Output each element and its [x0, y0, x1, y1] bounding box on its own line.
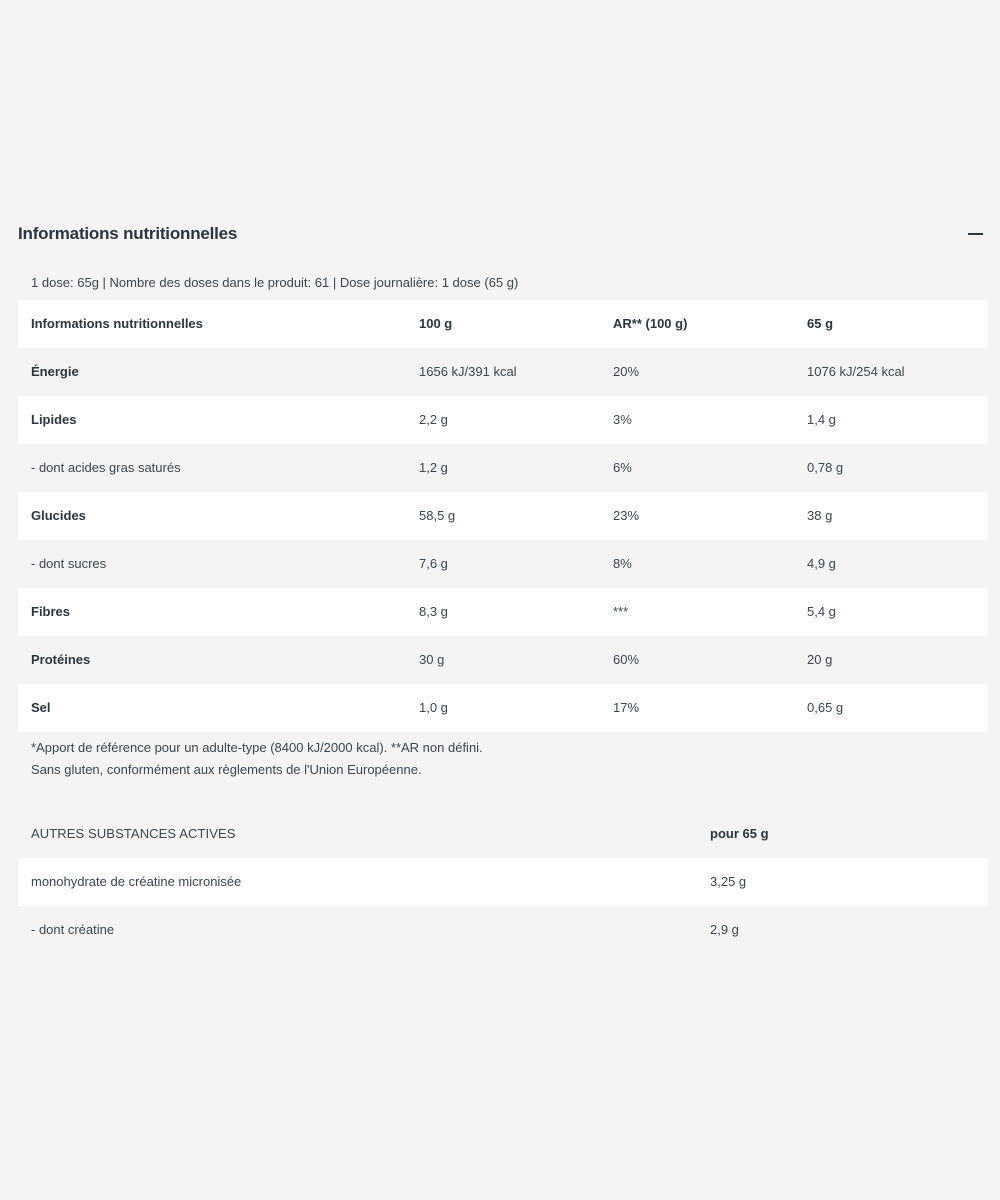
value-per-dose: 4,9 g	[807, 556, 836, 571]
value-ar: 8%	[613, 556, 632, 571]
value-per-dose: 20 g	[807, 652, 833, 667]
value-per-100g: 58,5 g	[419, 508, 456, 523]
substance-name: monohydrate de créatine micronisée	[31, 874, 242, 889]
value-ar: 20%	[613, 364, 640, 379]
table-row	[18, 636, 988, 684]
substance-name: - dont créatine	[31, 922, 115, 937]
nutrient-name: Lipides	[31, 412, 77, 427]
column-header-ar: AR** (100 g)	[613, 316, 688, 331]
table-row	[18, 540, 988, 588]
column-header-substance: AUTRES SUBSTANCES ACTIVES	[31, 826, 236, 841]
table-row	[18, 588, 988, 636]
value-per-100g: 1656 kJ/391 kcal	[419, 364, 517, 379]
value-ar: 3%	[613, 412, 632, 427]
table-row	[18, 396, 988, 444]
active-substances-table	[18, 810, 988, 954]
nutrient-name: Fibres	[31, 604, 71, 619]
table-row	[18, 348, 988, 396]
value-ar: 6%	[613, 460, 632, 475]
table-header-row	[18, 810, 988, 858]
substance-amount: 3,25 g	[710, 874, 747, 889]
footnote-gluten-free: Sans gluten, conformément aux règlements de l'Union Européenne.	[31, 762, 422, 777]
table-row	[18, 906, 988, 954]
value-per-100g: 30 g	[419, 652, 445, 667]
value-per-100g: 8,3 g	[419, 604, 448, 619]
substance-amount: 2,9 g	[710, 922, 739, 937]
table-row	[18, 858, 988, 906]
value-per-100g: 1,0 g	[419, 700, 448, 715]
value-per-dose: 38 g	[807, 508, 833, 523]
nutrient-name: - dont acides gras saturés	[31, 460, 181, 475]
value-per-100g: 1,2 g	[419, 460, 448, 475]
value-per-dose: 1076 kJ/254 kcal	[807, 364, 905, 379]
nutrient-name: Glucides	[31, 508, 86, 523]
table-header-row	[18, 300, 988, 348]
column-header-per-dose: pour 65 g	[710, 826, 769, 841]
value-per-dose: 5,4 g	[807, 604, 836, 619]
nutrition-table	[18, 300, 988, 732]
nutrient-name: Énergie	[31, 364, 79, 379]
nutrient-name: Protéines	[31, 652, 91, 667]
value-per-100g: 2,2 g	[419, 412, 448, 427]
value-per-dose: 1,4 g	[807, 412, 836, 427]
table-row	[18, 444, 988, 492]
nutrient-name: - dont sucres	[31, 556, 107, 571]
value-per-dose: 0,65 g	[807, 700, 844, 715]
table-row	[18, 684, 988, 732]
section-title: Informations nutritionnelles	[18, 224, 238, 243]
column-header-nutrient: Informations nutritionnelles	[31, 316, 203, 331]
value-per-dose: 0,78 g	[807, 460, 844, 475]
footnotes	[31, 737, 483, 781]
dose-info: 1 dose: 65g | Nombre des doses dans le produit: 61 | Dose journalière: 1 dose (65 g)	[31, 275, 519, 290]
value-ar: 23%	[613, 508, 640, 523]
table-row	[18, 492, 988, 540]
nutrient-name: Sel	[31, 700, 51, 715]
minus-icon[interactable]	[967, 225, 985, 243]
column-header-per-100g: 100 g	[419, 316, 453, 331]
column-header-per-dose: 65 g	[807, 316, 834, 331]
value-ar: ***	[613, 604, 629, 619]
footnote-reference-intake: *Apport de référence pour un adulte-type (8400 kJ/2000 kcal). **AR non défini.	[31, 740, 483, 755]
value-ar: 17%	[613, 700, 640, 715]
accordion-header[interactable]	[18, 222, 988, 248]
value-ar: 60%	[613, 652, 640, 667]
value-per-100g: 7,6 g	[419, 556, 448, 571]
